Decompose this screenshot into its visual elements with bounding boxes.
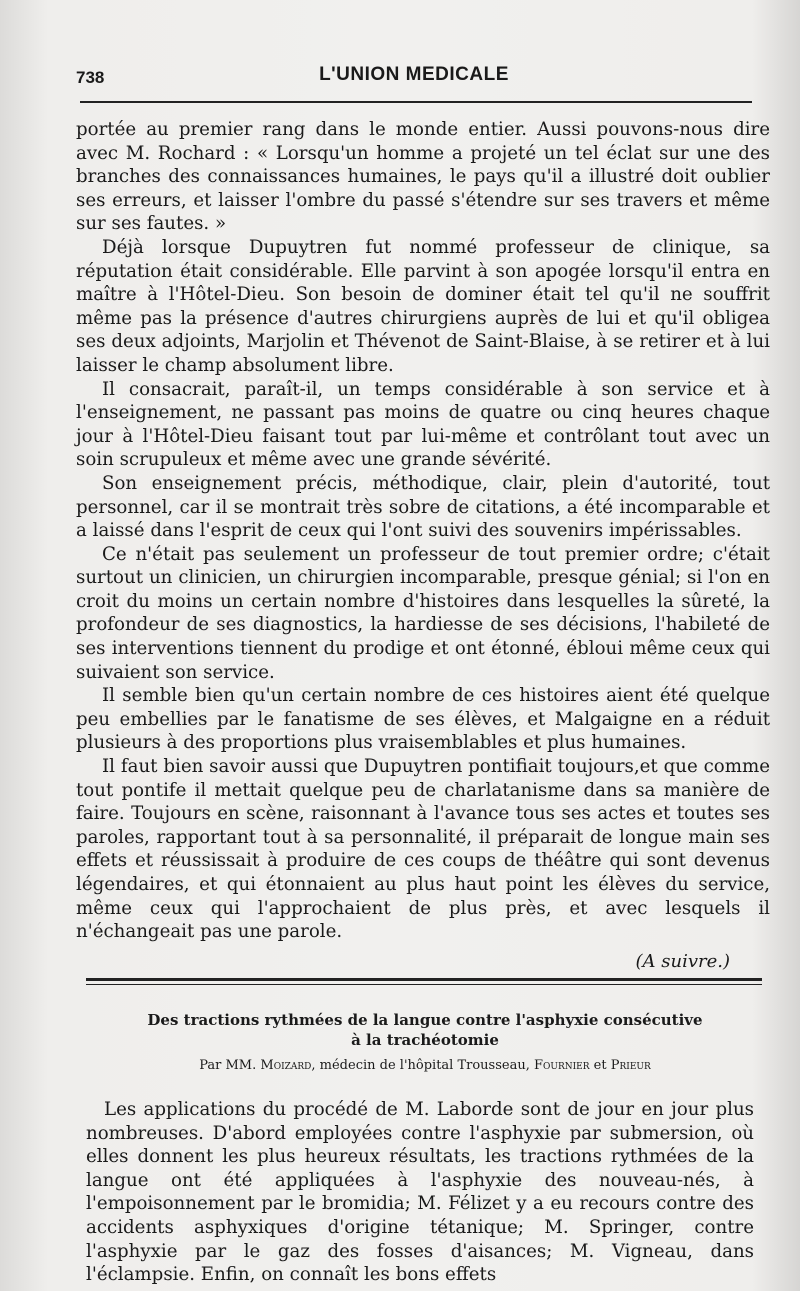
paragraph: Il consacrait, paraît-il, un temps considérable à son service et à l'enseignement, ne passant pas moins de quatre ou cinq heures chaque jour à l'Hôtel-Dieu faisant tout par lui-même et contrôlant tout avec un soin scrupuleux et même avec une grande sévérité.: [76, 378, 770, 471]
paragraph: portée au premier rang dans le monde entier. Aussi pouvons-nous dire avec M. Rochard : « Lorsqu'un homme a projeté un tel éclat sur une des branches des connaissances humaines, le pays qu'il a illustré doit oublier ses erreurs, et laisser l'ombre du passé s'étendre sur ses travers et même sur ses fautes. »: [76, 119, 770, 235]
author-name: Fournier: [533, 1058, 590, 1073]
paragraph: Les applications du procédé de M. Laborde sont de jour en jour plus nombreuses. D'abord employées contre l'asphyxie par submersion, où elles donnent les plus heureux résultats, les tractions rythmées de la langue ont été appliquées à l'asphyxie des nouveau-nés, à l'empoisonnement par le bromidia; M. Félizet y a eu recours contre des accidents asphyxiques d'origine tétanique; M. Springer, contre l'asphyxie par le gaz des fosses d'aisances; M. Vigneau, dans l'éclampsie. Enfin, on connaît les bons effets: [86, 1099, 754, 1286]
article-title-line-2: à la trachéotomie: [351, 1031, 499, 1049]
running-header: [76, 60, 752, 90]
author-name: Prieur: [610, 1058, 651, 1073]
byline-prefix: Par MM.: [199, 1058, 257, 1073]
byline-conjunction: et: [593, 1058, 607, 1073]
article-title-line-1: Des tractions rythmées de la langue contre l'asphyxie consécutive: [147, 1011, 703, 1029]
page-number: 738: [76, 68, 105, 87]
paragraph: Il faut bien savoir aussi que Dupuytren pontifiait toujours,et que comme tout pontife il mettait quelque peu de charlatanisme dans sa manière de faire. Toujours en scène, raisonnant à l'avance tous ses actes et toutes ses paroles, rapportant tout à sa personnalité, il préparait de longue main ses effets et réussissait à produire de ces coups de théâtre qui sont devenus légendaires, et qui étonnaient au plus haut point les élèves du service, même ceux qui l'approchaient de plus près, et avec lesquels il n'échangeait pas une parole.: [76, 756, 770, 943]
article-body: [86, 1098, 754, 1287]
section-divider: [86, 978, 762, 985]
article-continuation: [76, 118, 770, 973]
author-role: , médecin de l'hôpital Trousseau,: [311, 1058, 530, 1073]
author-name: Moizard: [260, 1058, 312, 1073]
journal-title: L'UNION MEDICALE: [319, 64, 509, 85]
paragraph: Il semble bien qu'un certain nombre de ces histoires aient été quelque peu embellies par le fanatisme de ses élèves, et Malgaigne en a réduit plusieurs à des proportions plus vraisemblables et plus humaines.: [76, 685, 770, 754]
paragraph: Son enseignement précis, méthodique, clair, plein d'autorité, tout personnel, car il se montrait très sobre de citations, a été incomparable et a laissé dans l'esprit de ceux qui l'ont suivi des souvenirs impérissables.: [76, 472, 770, 542]
byline: [80, 1058, 770, 1073]
to-be-continued: (A suivre.): [635, 950, 730, 972]
header-rule: [80, 101, 752, 103]
paragraph: Déjà lorsque Dupuytren fut nommé professeur de clinique, sa réputation était considérable. Elle parvint à son apogée lorsqu'il entra en maître à l'Hôtel-Dieu. Son besoin de dominer était tel qu'il ne souffrit même pas la présence d'autres chirurgiens auprès de lui et qu'il obligea ses deux adjoints, Marjolin et Thévenot de Saint-Blaise, à se retirer et à lui laisser le champ absolument libre.: [76, 236, 770, 376]
paragraph: Ce n'était pas seulement un professeur de tout premier ordre; c'était surtout un clinicien, un chirurgien incomparable, presque génial; si l'on en croit du moins un certain nombre d'histoires dans lesquelles la sûreté, la profondeur de ses diagnostics, la hardiesse de ses décisions, l'habileté de ses interventions tiennent du prodige et ont étonné, ébloui même ceux qui suivaient son service.: [76, 543, 770, 683]
article-title: [80, 1010, 770, 1050]
